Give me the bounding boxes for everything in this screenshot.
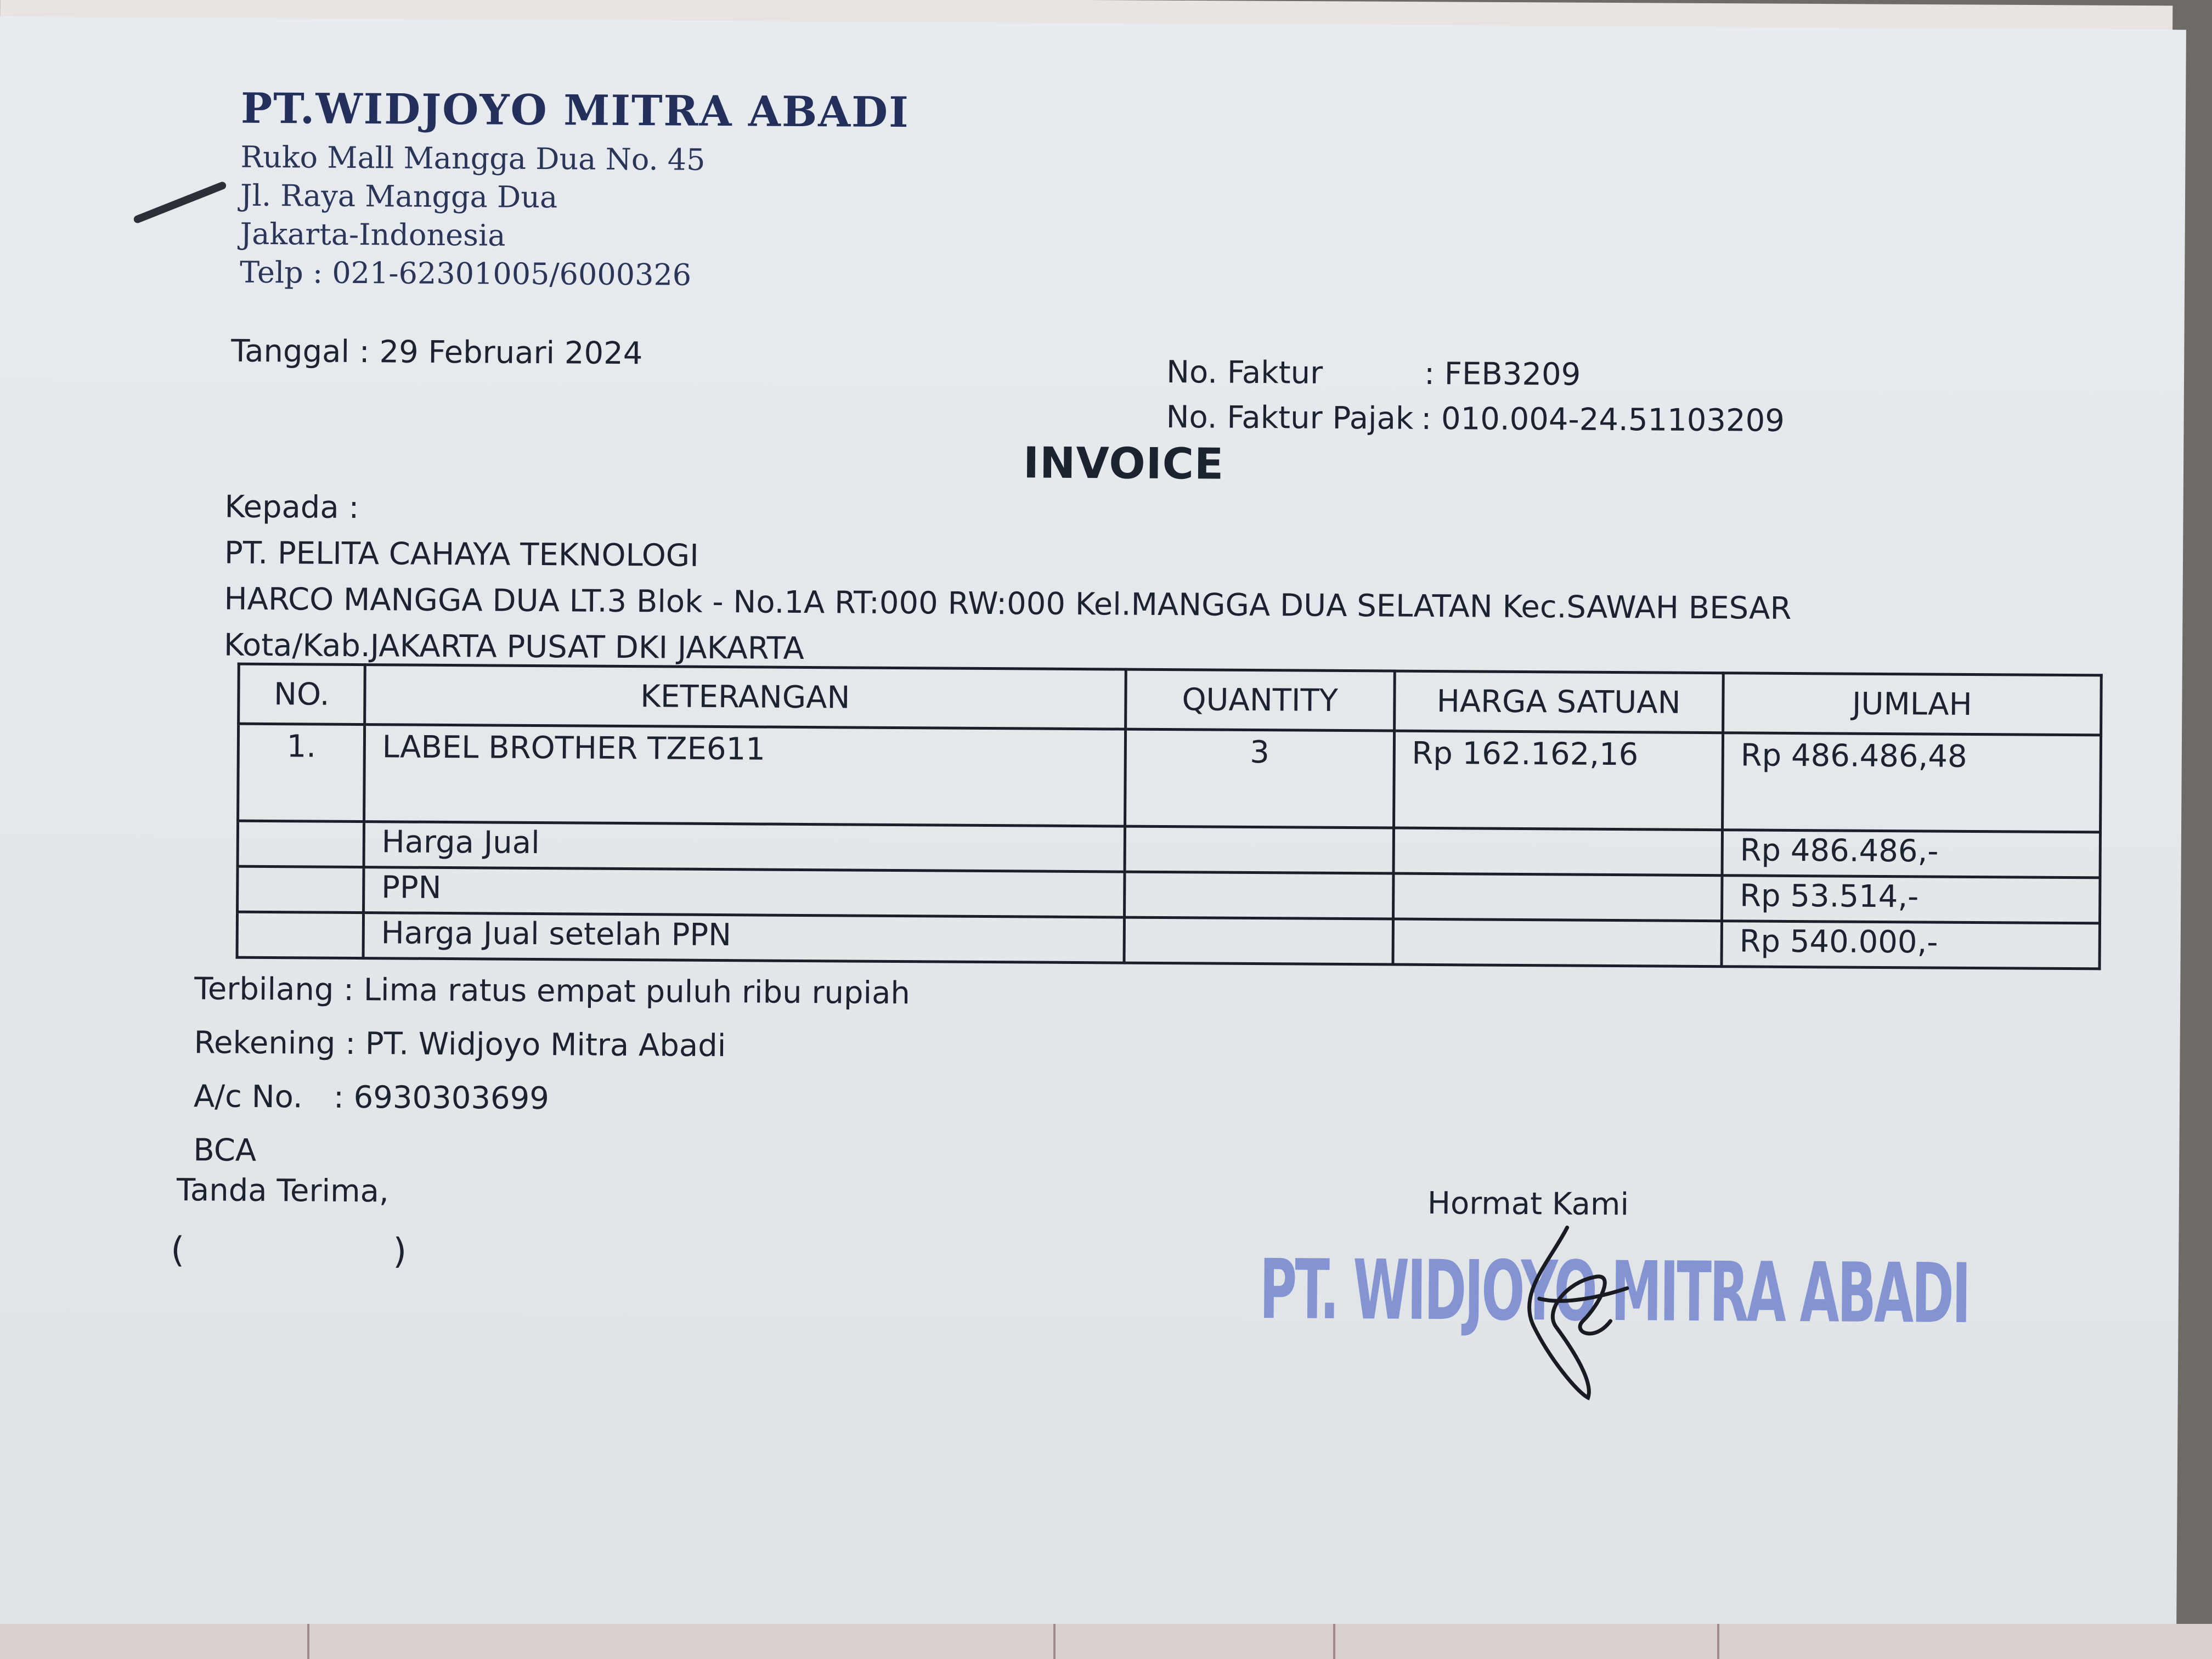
faktur-pajak-value: : 010.004-24.51103209 [1421,400,1785,439]
bank-name: BCA [193,1132,257,1169]
invoice-date: Tanggal : 29 Februari 2024 [231,333,643,372]
item-no: 1. [238,724,365,821]
receipt-label: Tanda Terima, [176,1172,389,1210]
company-name: PT.WIDJOYO MITRA ABADI [240,83,910,137]
signature-scribble [1484,1216,1650,1404]
header-no: NO. [239,664,365,724]
payment-notes [193,962,910,1182]
company-address-line1: Ruko Mall Mangga Dua No. 45 [240,139,706,177]
item-description: LABEL BROTHER TZE611 [364,725,1125,826]
faktur-no-label: No. Faktur [1166,354,1323,391]
account-number [194,1070,910,1128]
terbilang-text: Terbilang : Lima ratus empat puluh ribu rupiah [194,971,911,1012]
header-jumlah: JUMLAH [1723,673,2101,735]
item-quantity: 3 [1125,729,1394,828]
summary-label: Harga Jual [364,822,1125,872]
company-phone: Telp : 021-62301005/6000326 [239,255,692,292]
closing-text: Hormat Kami [1427,1185,1629,1223]
account-label: A/c No. [193,1079,303,1115]
summary-amount: Rp 486.486,- [1722,830,2101,878]
receipt-paren-open: ( [171,1229,185,1271]
recipient-address-line1: HARCO MANGGA DUA LT.3 Blok - No.1A RT:000 RW:000 Kel.MANGGA DUA SELATAN Kec.SAWAH BESAR [224,581,1792,627]
summary-label: Harga Jual setelah PPN [363,913,1125,963]
company-address-line3: Jakarta-Indonesia [240,216,506,253]
recipient-label: Kepada : [224,489,359,526]
summary-label: PPN [363,867,1125,917]
summary-amount: Rp 540.000,- [1722,921,2100,969]
faktur-block [1166,350,1785,444]
company-address-line2: Jl. Raya Mangga Dua [240,178,558,215]
bottom-paper-edge [0,1624,2212,1659]
table-header-row [239,664,2102,735]
item-unit-price: Rp 162.162,16 [1393,731,1723,830]
invoice-paper [0,16,2186,1637]
summary-amount: Rp 53.514,- [1722,876,2100,923]
company-header [240,84,910,296]
recipient-name: PT. PELITA CAHAYA TEKNOLOGI [224,535,699,574]
rekening-text: Rekening : PT. Widjoyo Mitra Abadi [194,1025,726,1064]
recipient-block [224,484,1792,678]
faktur-pajak-label: No. Faktur Pajak [1166,399,1414,437]
faktur-no-value: : FEB3209 [1424,356,1581,393]
pen-mark [133,180,227,224]
table-row [238,724,2101,832]
recipient-address-line2: Kota/Kab.JAKARTA PUSAT DKI JAKARTA [223,627,804,667]
header-harga-satuan: HARGA SATUAN [1394,671,1723,733]
item-amount: Rp 486.486,48 [1722,733,2101,832]
header-quantity: QUANTITY [1126,669,1395,731]
items-table [236,663,2103,970]
header-keterangan: KETERANGAN [364,665,1126,729]
company-stamp: PT. WIDJOYO MITRA ABADI [1259,1242,1970,1342]
account-value: : 6930303699 [333,1079,550,1117]
document-title: INVOICE [1023,438,1224,489]
receipt-paren-close: ) [393,1231,407,1272]
